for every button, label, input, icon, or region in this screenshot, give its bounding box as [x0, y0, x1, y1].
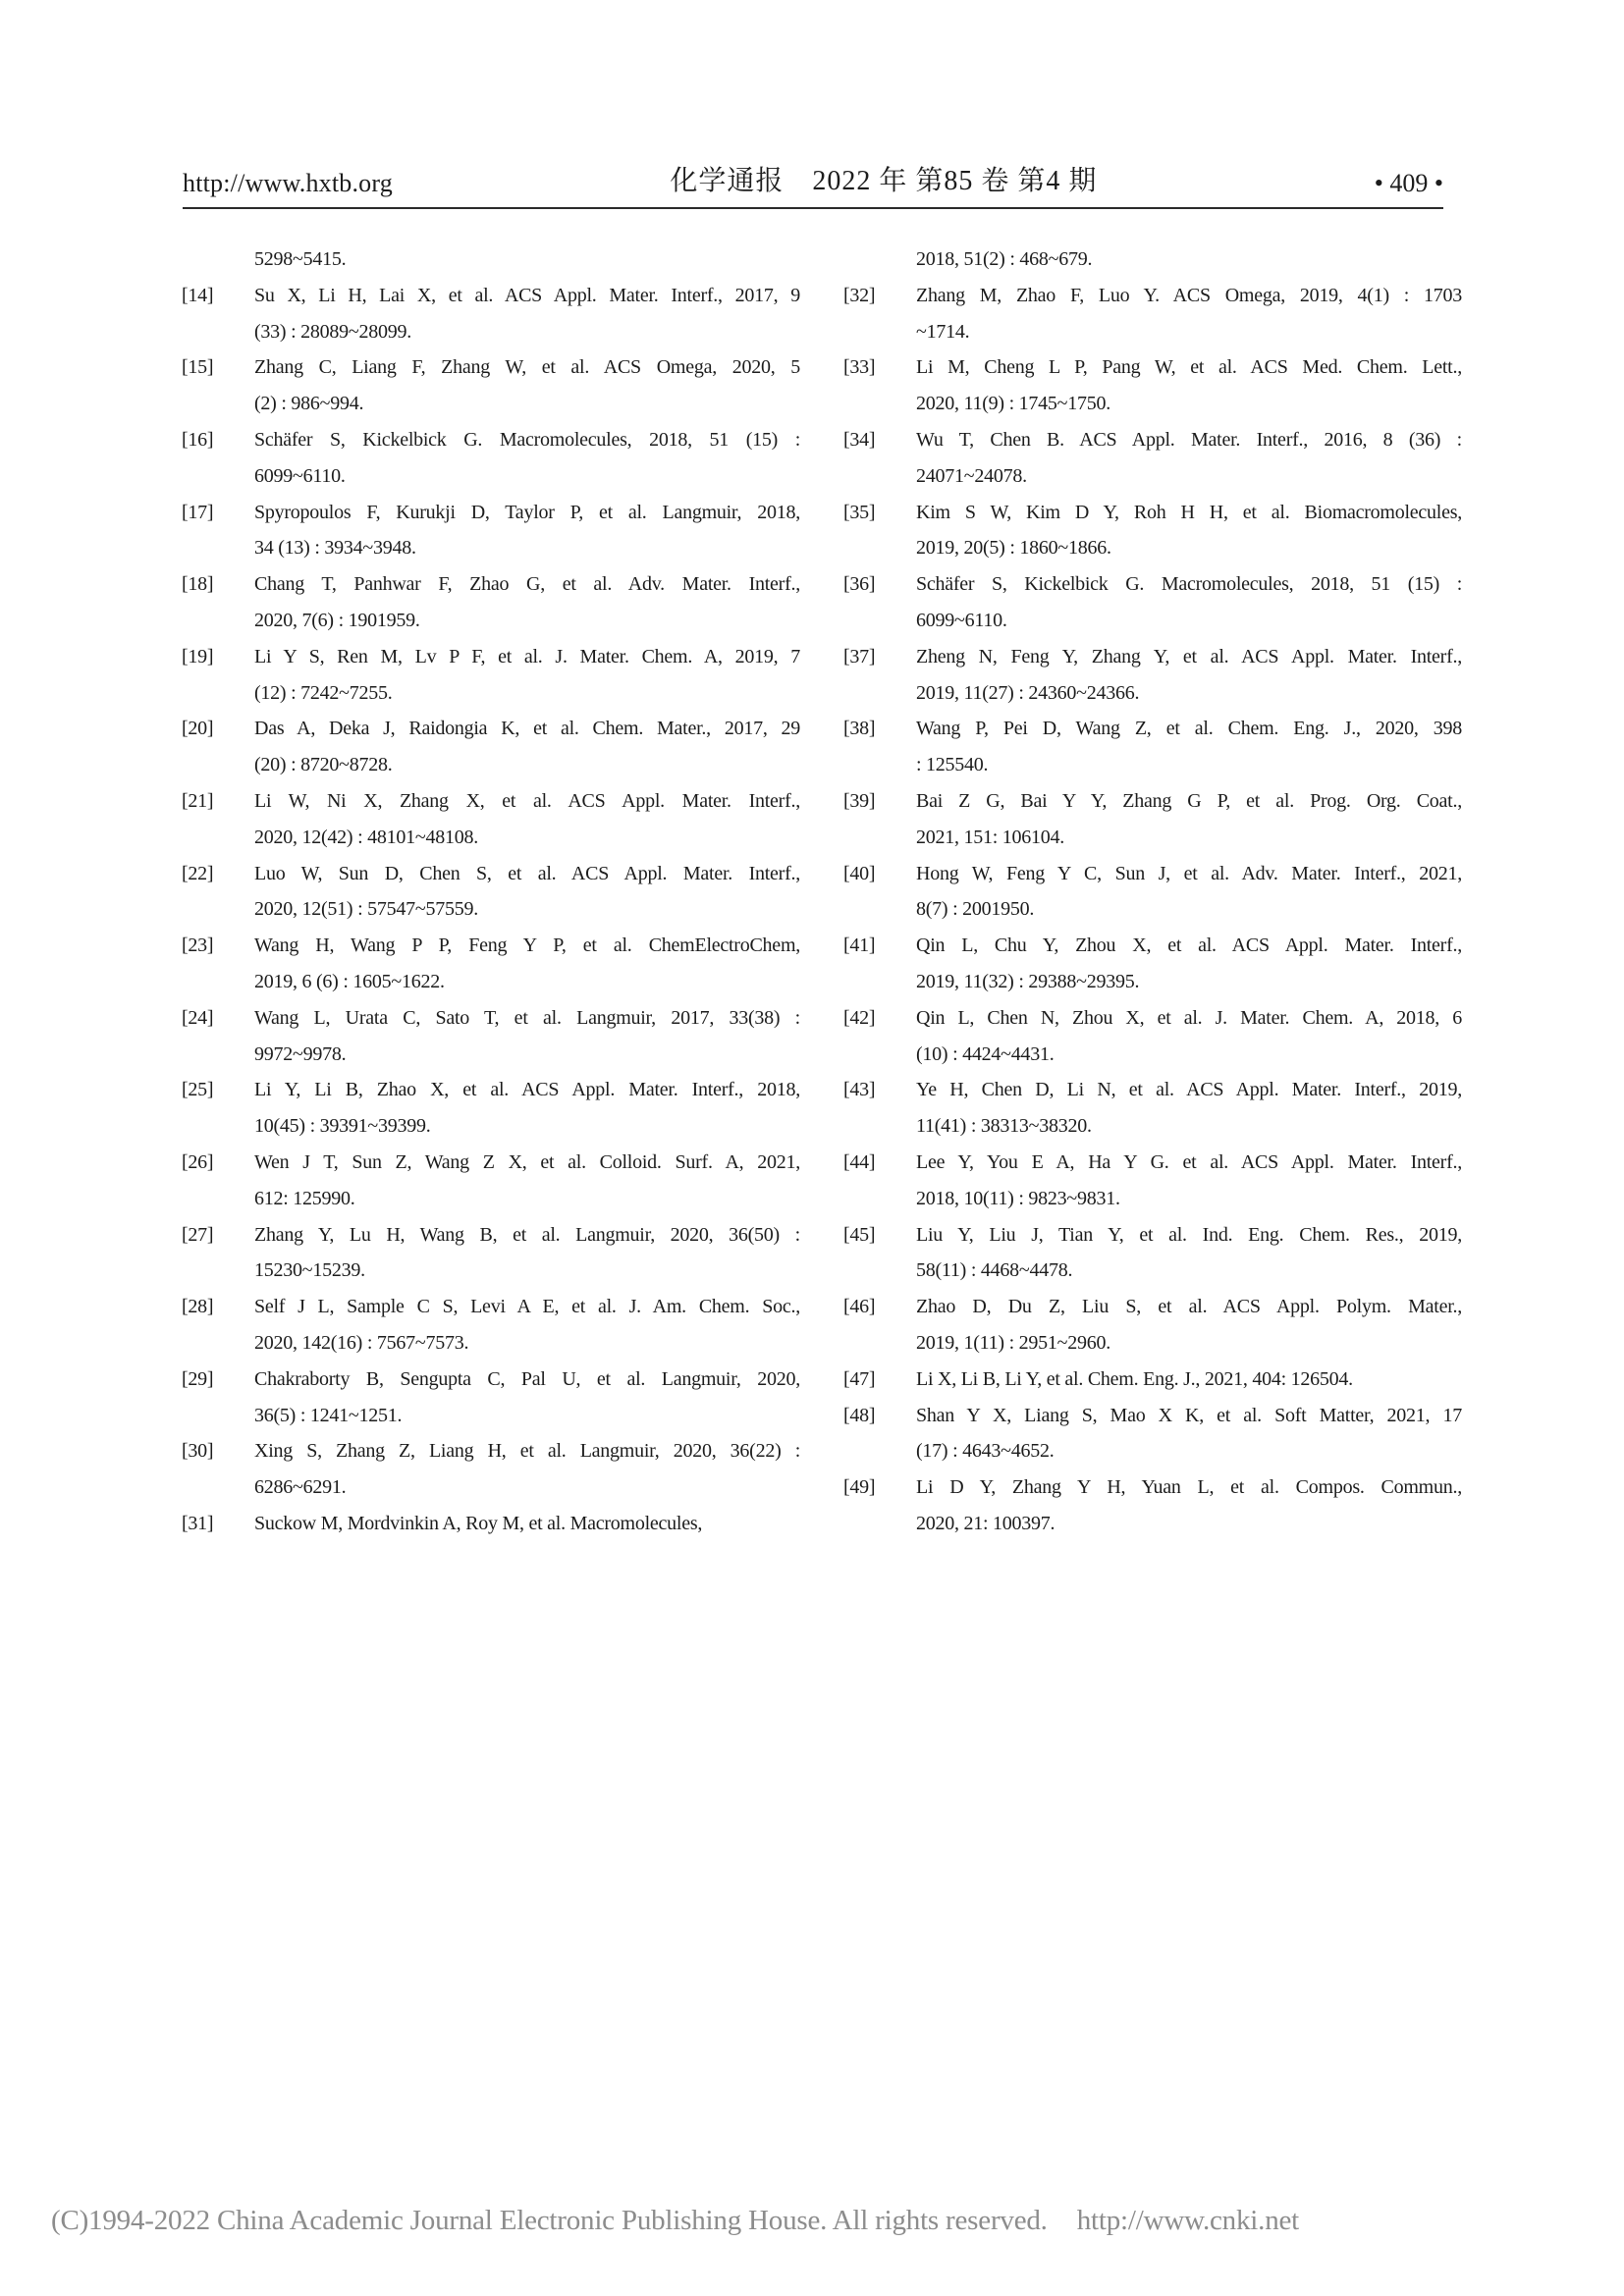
reference-entry [182, 349, 800, 422]
reference-line: 24071~24078. [916, 464, 1027, 487]
reference-entry [182, 783, 800, 856]
reference-number: [16] [182, 428, 214, 451]
reference-line: 2020, 12(42) : 48101~48108. [254, 826, 478, 848]
reference-entry [843, 495, 1462, 567]
reference-entry [843, 711, 1462, 783]
reference-text [254, 639, 800, 712]
reference-line: 8(7) : 2001950. [916, 898, 1035, 921]
reference-text [916, 783, 1462, 856]
reference-line: 6099~6110. [254, 464, 346, 487]
reference-text [916, 1289, 1462, 1362]
reference-line: 34 (13) : 3934~3948. [254, 537, 416, 560]
reference-text [916, 349, 1462, 422]
reference-line: Li X, Li B, Li Y, et al. Chem. Eng. J., 2021, 404: 126504. [916, 1367, 1353, 1390]
reference-entry [843, 856, 1462, 929]
reference-line: Spyropoulos F, Kurukji D, Taylor P, et al. Langmuir, 2018, [254, 501, 800, 523]
reference-line: Wang P, Pei D, Wang Z, et al. Chem. Eng. J., 2020, 398 [916, 718, 1462, 740]
reference-line: 2019, 11(32) : 29388~29395. [916, 970, 1140, 992]
reference-number: [44] [843, 1150, 876, 1173]
reference-line: (33) : 28089~28099. [254, 320, 411, 343]
reference-entry [843, 1469, 1462, 1542]
reference-text [254, 241, 800, 278]
reference-entry [843, 278, 1462, 350]
reference-line: Bai Z G, Bai Y Y, Zhang G P, et al. Prog. Org. Coat., [916, 789, 1462, 812]
reference-number: [23] [182, 934, 214, 957]
reference-entry [843, 241, 1462, 278]
reference-number: [24] [182, 1006, 214, 1029]
reference-entry [182, 1000, 800, 1073]
reference-number: [49] [843, 1476, 876, 1499]
reference-entry [182, 1217, 800, 1290]
reference-number: [46] [843, 1296, 876, 1318]
reference-text [916, 422, 1462, 495]
reference-line: Das A, Deka J, Raidongia K, et al. Chem. Mater., 2017, 29 [254, 718, 800, 740]
reference-number: [28] [182, 1296, 214, 1318]
reference-number: [27] [182, 1223, 214, 1246]
reference-line: Luo W, Sun D, Chen S, et al. ACS Appl. Mater. Interf., [254, 862, 800, 884]
reference-line: 2020, 12(51) : 57547~57559. [254, 898, 478, 921]
reference-entry [182, 711, 800, 783]
reference-text [916, 928, 1462, 1000]
reference-text [916, 241, 1462, 278]
reference-number: [30] [182, 1440, 214, 1463]
header-page-number: • 409 • [1374, 169, 1443, 197]
reference-line: Li D Y, Zhang Y H, Yuan L, et al. Compos. Commun., [916, 1476, 1462, 1499]
reference-line: 2019, 11(27) : 24360~24366. [916, 681, 1140, 704]
reference-line: 58(11) : 4468~4478. [916, 1259, 1073, 1282]
reference-text [916, 1000, 1462, 1073]
reference-entry [843, 566, 1462, 639]
reference-entry [182, 1433, 800, 1506]
reference-line: Liu Y, Liu J, Tian Y, et al. Ind. Eng. Chem. Res., 2019, [916, 1223, 1462, 1246]
reference-text [254, 422, 800, 495]
reference-number: [18] [182, 573, 214, 596]
reference-number: [37] [843, 645, 876, 667]
header-journal-issue: 化学通报 2022 年 第85 卷 第4 期 [670, 166, 1098, 196]
reference-line: Qin L, Chu Y, Zhou X, et al. ACS Appl. Mater. Interf., [916, 934, 1462, 957]
reference-entry [182, 928, 800, 1000]
reference-text [916, 495, 1462, 567]
references-left-column [182, 241, 800, 1542]
reference-line: 5298~5415. [254, 248, 347, 270]
reference-text [254, 1217, 800, 1290]
reference-entry [182, 1145, 800, 1217]
reference-text [916, 566, 1462, 639]
reference-text [254, 1000, 800, 1073]
reference-number: [31] [182, 1512, 214, 1534]
reference-line: 2018, 10(11) : 9823~9831. [916, 1187, 1120, 1209]
references-right-column [843, 241, 1462, 1542]
reference-number: [39] [843, 789, 876, 812]
reference-line: Zheng N, Feng Y, Zhang Y, et al. ACS Appl. Mater. Interf., [916, 645, 1462, 667]
reference-number: [43] [843, 1079, 876, 1101]
reference-number: [21] [182, 789, 214, 812]
reference-text [916, 278, 1462, 350]
reference-entry [182, 639, 800, 712]
reference-text [254, 278, 800, 350]
reference-number: [32] [843, 284, 876, 306]
reference-line: 2020, 21: 100397. [916, 1512, 1056, 1534]
reference-line: Chakraborty B, Sengupta C, Pal U, et al. Langmuir, 2020, [254, 1367, 800, 1390]
reference-line: 2021, 151: 106104. [916, 826, 1065, 848]
reference-line: 2019, 20(5) : 1860~1866. [916, 537, 1111, 560]
reference-line: Suckow M, Mordvinkin A, Roy M, et al. Macromolecules, [254, 1512, 703, 1534]
reference-line: 2019, 1(11) : 2951~2960. [916, 1331, 1110, 1354]
reference-number: [19] [182, 645, 214, 667]
reference-line: 2020, 7(6) : 1901959. [254, 609, 420, 631]
reference-text [254, 495, 800, 567]
reference-number: [35] [843, 501, 876, 523]
reference-line: Schäfer S, Kickelbick G. Macromolecules, 2018, 51 (15) : [254, 428, 800, 451]
reference-line: Wu T, Chen B. ACS Appl. Mater. Interf., 2016, 8 (36) : [916, 428, 1462, 451]
reference-number: [20] [182, 718, 214, 740]
page-footer [51, 2205, 1299, 2237]
reference-line: Zhao D, Du Z, Liu S, et al. ACS Appl. Polym. Mater., [916, 1296, 1462, 1318]
reference-text [916, 1145, 1462, 1217]
reference-line: : 125540. [916, 754, 989, 776]
reference-line: 10(45) : 39391~39399. [254, 1115, 431, 1138]
reference-entry [182, 241, 800, 278]
reference-line: 2018, 51(2) : 468~679. [916, 248, 1093, 270]
reference-text [254, 1072, 800, 1145]
reference-entry [843, 1289, 1462, 1362]
reference-line: Wen J T, Sun Z, Wang Z X, et al. Colloid. Surf. A, 2021, [254, 1150, 800, 1173]
reference-line: 11(41) : 38313~38320. [916, 1115, 1092, 1138]
reference-line: Self J L, Sample C S, Levi A E, et al. J. Am. Chem. Soc., [254, 1296, 800, 1318]
reference-number: [25] [182, 1079, 214, 1101]
reference-line: Li Y S, Ren M, Lv P F, et al. J. Mater. Chem. A, 2019, 7 [254, 645, 800, 667]
reference-line: (20) : 8720~8728. [254, 754, 393, 776]
reference-line: 2019, 6 (6) : 1605~1622. [254, 970, 445, 992]
reference-text [916, 1398, 1462, 1470]
reference-text [916, 639, 1462, 712]
reference-text [916, 1072, 1462, 1145]
reference-line: (17) : 4643~4652. [916, 1440, 1055, 1463]
reference-line: 6099~6110. [916, 609, 1007, 631]
reference-text [916, 1362, 1462, 1398]
reference-text [916, 1217, 1462, 1290]
reference-number: [42] [843, 1006, 876, 1029]
reference-line: 2020, 142(16) : 7567~7573. [254, 1331, 469, 1354]
reference-number: [15] [182, 356, 214, 379]
reference-line: Li M, Cheng L P, Pang W, et al. ACS Med. Chem. Lett., [916, 356, 1462, 379]
reference-entry [182, 1506, 800, 1542]
reference-text [916, 856, 1462, 929]
reference-line: 9972~9978. [254, 1042, 347, 1065]
reference-number: [41] [843, 934, 876, 957]
reference-text [254, 1433, 800, 1506]
reference-number: [29] [182, 1367, 214, 1390]
reference-text [254, 928, 800, 1000]
reference-line: Qin L, Chen N, Zhou X, et al. J. Mater. Chem. A, 2018, 6 [916, 1006, 1462, 1029]
reference-line: Zhang C, Liang F, Zhang W, et al. ACS Omega, 2020, 5 [254, 356, 800, 379]
reference-entry [182, 1072, 800, 1145]
reference-entry [843, 928, 1462, 1000]
reference-line: Wang H, Wang P P, Feng Y P, et al. ChemElectroChem, [254, 934, 800, 957]
reference-number: [40] [843, 862, 876, 884]
reference-text [254, 856, 800, 929]
reference-entry [843, 1000, 1462, 1073]
reference-line: Wang L, Urata C, Sato T, et al. Langmuir, 2017, 33(38) : [254, 1006, 800, 1029]
reference-line: Kim S W, Kim D Y, Roh H H, et al. Biomacromolecules, [916, 501, 1462, 523]
reference-text [254, 711, 800, 783]
reference-line: Lee Y, You E A, Ha Y G. et al. ACS Appl. Mater. Interf., [916, 1150, 1462, 1173]
reference-text [254, 783, 800, 856]
reference-line: Schäfer S, Kickelbick G. Macromolecules, 2018, 51 (15) : [916, 573, 1462, 596]
reference-line: 15230~15239. [254, 1259, 365, 1282]
reference-number: [14] [182, 284, 214, 306]
reference-text [254, 1362, 800, 1434]
reference-entry [843, 639, 1462, 712]
reference-text [254, 349, 800, 422]
reference-entry [182, 1289, 800, 1362]
reference-entry [182, 566, 800, 639]
reference-entry [843, 1398, 1462, 1470]
reference-entry [843, 1145, 1462, 1217]
reference-entry [182, 278, 800, 350]
reference-number: [38] [843, 718, 876, 740]
reference-text [916, 711, 1462, 783]
reference-number: [26] [182, 1150, 214, 1173]
reference-number: [34] [843, 428, 876, 451]
reference-line: 612: 125990. [254, 1187, 355, 1209]
reference-line: (2) : 986~994. [254, 393, 364, 415]
header-site-url: http://www.hxtb.org [183, 169, 393, 197]
reference-number: [48] [843, 1404, 876, 1426]
reference-number: [45] [843, 1223, 876, 1246]
reference-number: [36] [843, 573, 876, 596]
reference-number: [47] [843, 1367, 876, 1390]
footer-url: http://www.cnki.net [1076, 2205, 1300, 2236]
reference-text [254, 1289, 800, 1362]
reference-line: Zhang M, Zhao F, Luo Y. ACS Omega, 2019, 4(1) : 1703 [916, 284, 1462, 306]
reference-text [254, 1506, 800, 1542]
reference-line: Chang T, Panhwar F, Zhao G, et al. Adv. Mater. Interf., [254, 573, 800, 596]
reference-line: Xing S, Zhang Z, Liang H, et al. Langmuir, 2020, 36(22) : [254, 1440, 800, 1463]
reference-line: 2020, 11(9) : 1745~1750. [916, 393, 1110, 415]
reference-number: [22] [182, 862, 214, 884]
reference-line: Shan Y X, Liang S, Mao X K, et al. Soft Matter, 2021, 17 [916, 1404, 1462, 1426]
reference-line: 6286~6291. [254, 1476, 347, 1499]
reference-entry [843, 783, 1462, 856]
footer-copyright: (C)1994-2022 China Academic Journal Electronic Publishing House. All rights reserved. [51, 2205, 1048, 2236]
page-header [183, 159, 1443, 209]
reference-entry [843, 1072, 1462, 1145]
reference-entry [182, 856, 800, 929]
reference-text [916, 1469, 1462, 1542]
reference-text [254, 566, 800, 639]
reference-entry [843, 1362, 1462, 1398]
reference-line: Ye H, Chen D, Li N, et al. ACS Appl. Mater. Interf., 2019, [916, 1079, 1462, 1101]
reference-line: Hong W, Feng Y C, Sun J, et al. Adv. Mater. Interf., 2021, [916, 862, 1462, 884]
reference-line: Zhang Y, Lu H, Wang B, et al. Langmuir, 2020, 36(50) : [254, 1223, 800, 1246]
reference-entry [182, 422, 800, 495]
reference-number: [33] [843, 356, 876, 379]
reference-entry [182, 1362, 800, 1434]
reference-line: ~1714. [916, 320, 970, 343]
reference-entry [843, 422, 1462, 495]
reference-entry [182, 495, 800, 567]
reference-text [254, 1145, 800, 1217]
reference-line: Su X, Li H, Lai X, et al. ACS Appl. Mater. Interf., 2017, 9 [254, 284, 800, 306]
reference-line: Li Y, Li B, Zhao X, et al. ACS Appl. Mater. Interf., 2018, [254, 1079, 800, 1101]
reference-entry [843, 349, 1462, 422]
reference-line: (12) : 7242~7255. [254, 681, 393, 704]
reference-number: [17] [182, 501, 214, 523]
reference-line: (10) : 4424~4431. [916, 1042, 1055, 1065]
reference-line: 36(5) : 1241~1251. [254, 1404, 403, 1426]
reference-entry [843, 1217, 1462, 1290]
reference-line: Li W, Ni X, Zhang X, et al. ACS Appl. Mater. Interf., [254, 789, 800, 812]
